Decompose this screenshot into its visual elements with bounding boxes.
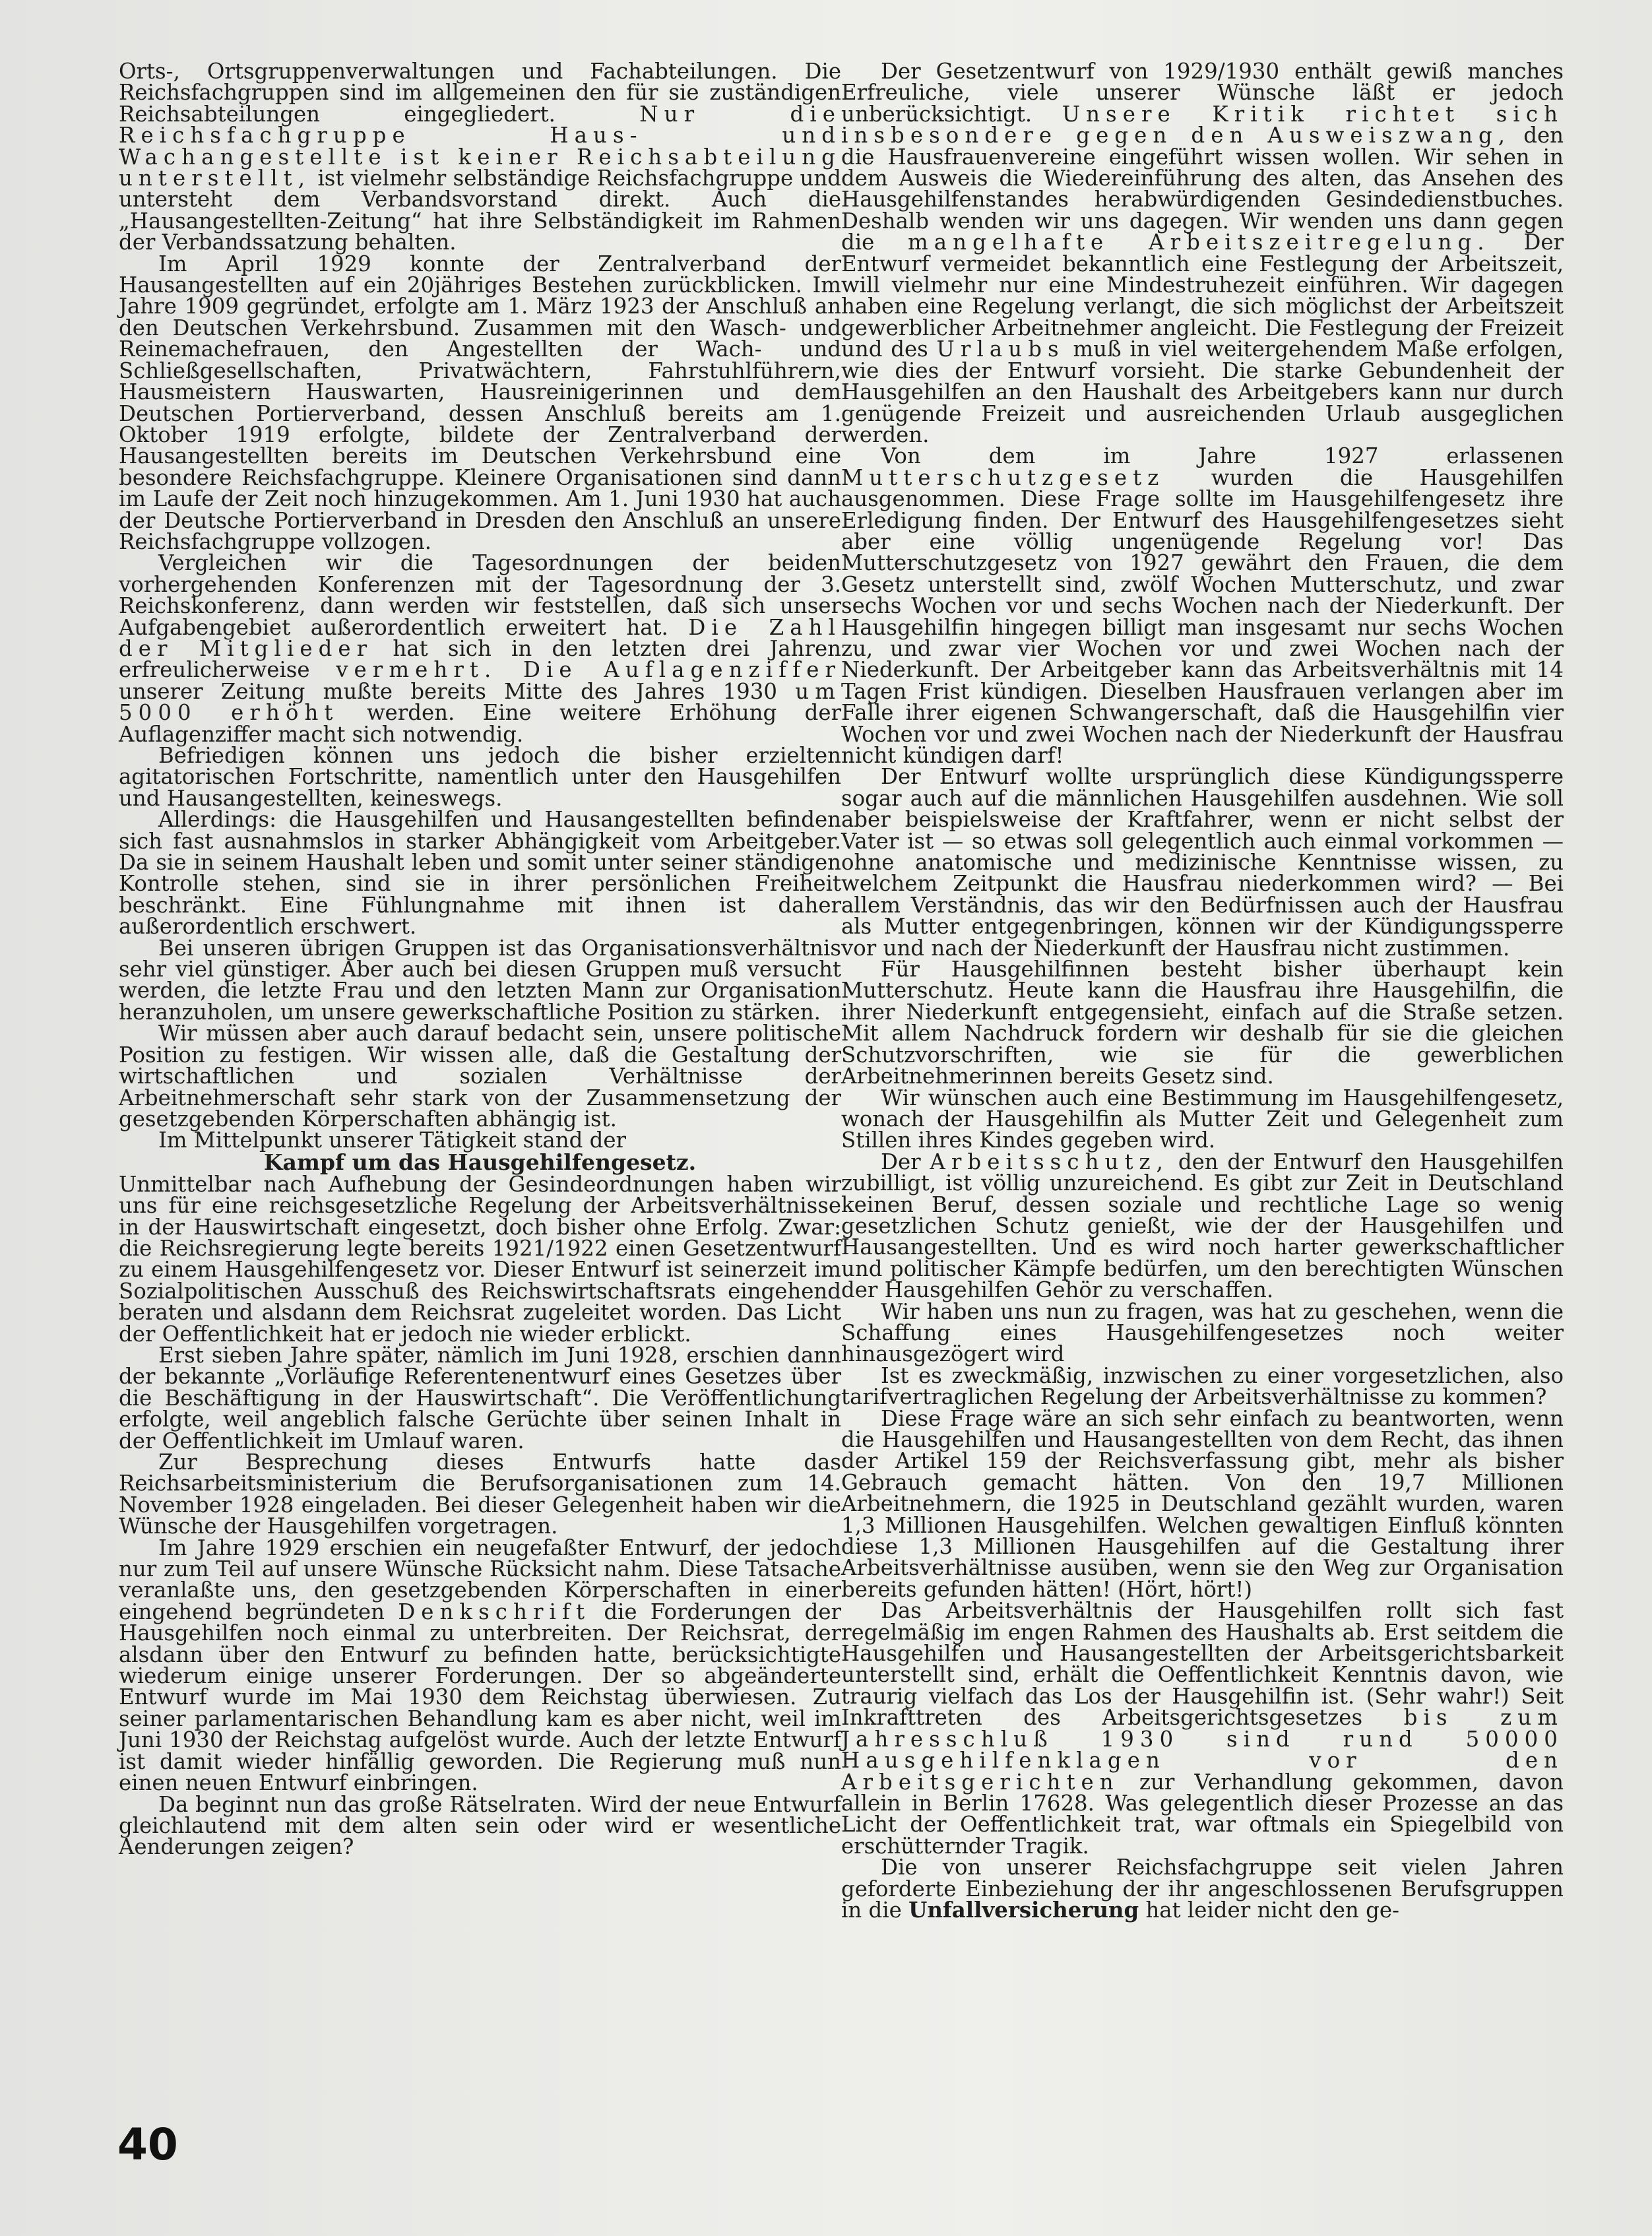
spaced-emphasis: Auflagenziffer xyxy=(604,657,842,683)
paragraph: Im Jahre 1929 erschien ein neugefaßter Entwurf, der jedoch nur zum Teil auf unsere Wünsche Rücksicht nahm. Diese Tatsache veranlaßte uns, den gesetzgebenden Körperschaften in einer eingehend begründeten Denkschrift die Forderungen der Hausgehilfen noch einmal zu unterbreiten. Der Reichsrat, der alsdann über den Entwurf zu befinden hatte, berücksichtigte wiederum einige unserer Forderungen. Der so abgeänderte Entwurf wurde im Mai 1930 dem Reichstag überwiesen. Zu seiner parlamentarischen Behandlung kam es aber nicht, weil im Juni 1930 der Reichstag aufgelöst wurde. Auch der letzte Entwurf ist damit wieder hinfällig geworden. Die Regierung muß nun einen neuen Entwurf einbringen. xyxy=(119,1535,841,1796)
paragraph: Befriedigen können uns jedoch die bisher erzielten agitatorischen Fortschritte, namentlich unter den Hausgehilfen und Hausangestellten, keineswegs. xyxy=(119,743,841,811)
paragraph: Orts-, Ortsgruppenverwaltungen und Fachabteilungen. Die Reichsfachgruppen sind im allgemeinen den für sie zuständigen Reichsabteilungen eingegliedert. Nur die Reichsfachgruppe Haus- und Wachangestellte ist keiner Reichsabteilung unterstellt, ist vielmehr selbständige Reichsfachgruppe und untersteht dem Verbandsvorstand direkt. Auch die „Hausangestellten-Zeitung“ hat ihre Selbständigkeit im Rahmen der Verbandssatzung behalten. xyxy=(119,59,842,255)
spaced-emphasis: bis zum Jahresschluß 1930 sind rund 50000 Hausgehilfenklagen vor den Arbeitsgerichten xyxy=(841,1705,1564,1795)
paragraph: Im Mittelpunkt unserer Tätigkeit stand der xyxy=(158,1128,627,1153)
spaced-emphasis: Denkschrift xyxy=(398,1599,591,1624)
page-number: 40 xyxy=(117,2119,178,2170)
paragraph: Da beginnt nun das große Rätselraten. Wird der neue Entwurf gleichlautend mit dem alten sein oder wird er wesentliche Aenderungen zeigen? xyxy=(119,1791,841,1860)
spaced-emphasis: Die xyxy=(523,657,578,683)
paragraph: Ist es zweckmäßig, inzwischen zu einer vorgesetzlichen, also tarifvertraglichen Regelung der Arbeitsverhältnisse zu kommen? xyxy=(841,1362,1564,1410)
spaced-emphasis: Unsere Kritik richtet sich insbesondere gegen den Ausweiszwang, xyxy=(841,101,1564,148)
spaced-emphasis: um 5000 erhöht xyxy=(119,678,842,726)
paragraph: Wir wünschen auch eine Bestimmung im Hausgehilfengesetz, wonach der Hausgehilfin als Mutter Zeit und Gelegenheit zum Stillen ihres Kindes gegeben wird. xyxy=(841,1085,1564,1153)
paragraph: Erst sieben Jahre später, nämlich im Juni 1928, erschien dann der bekannte „Vorläufige Referentenentwurf eines Gesetzes über die Beschäftigung in der Hauswirtschaft“. Die Veröffentlichung erfolgte, weil angeblich falsche Gerüchte über seinen Inhalt in der Oeffentlichkeit im Umlauf waren. xyxy=(119,1342,841,1453)
paragraph: Von dem im Jahre 1927 erlassenen Mutterschutzgesetz wurden die Hausgehilfen ausgenommen. Diese Frage sollte im Hausgehilfengesetz ihre Erledigung finden. Der Entwurf des Hausgehilfengesetzes sieht aber eine völlig ungenügende Regelung vor! Das Mutterschutzgesetz von 1927 gewährt den Frauen, die dem Gesetz unterstellt sind, zwölf Wochen Mutterschutz, und zwar sechs Wochen vor und sechs Wochen nach der Niederkunft. Der Hausgehilfin hingegen billigt man insgesamt nur sechs Wochen zu, und zwar vier Wochen vor und zwei Wochen nach der Niederkunft. Der Arbeitgeber kann das Arbeitsverhältnis mit 14 Tagen Frist kündigen. Dieselben Hausfrauen verlangen aber im Falle ihrer eigenen Schwangerschaft, daß die Hausgehilfin vier Wochen vor und zwei Wochen nach der Niederkunft der Hausfrau nicht kündigen darf! xyxy=(841,443,1564,768)
paragraph: Bei unseren übrigen Gruppen ist das Organisationsverhältnis sehr viel günstiger. Aber auch bei diesen Gruppen muß versucht werden, die letzte Frau und den letzten Mann zur Organisation heranzuholen, um unsere gewerkschaftliche Position zu stärken. xyxy=(119,935,841,1025)
paragraph: Der Entwurf wollte ursprünglich diese Kündigungssperre sogar auch auf die männlichen Hausgehilfen ausdehnen. Wie soll aber beispielsweise der Kraftfahrer, wenn er nicht selbst der Vater ist — so etwas soll gelegentlich auch einmal vorkommen — ohne anatomische und medizinische Kenntnisse wissen, zu welchem Zeitpunkt die Hausfrau niederkommen wird? — Bei allem Verständnis, das wir den Bedürfnissen auch der Hausfrau als Mutter entgegenbringen, können wir der Kündigungssperre vor und nach der Niederkunft der Hausfrau nicht zustimmen. xyxy=(841,764,1564,961)
paragraph: Vergleichen wir die Tagesordnungen der beiden vorhergehenden Konferenzen mit der Tagesordnung der 3. Reichskonferenz, dann werden wir feststellen, daß sich unser Aufgabengebiet außerordentlich erweitert hat. Die Zahl der Mitglieder hat sich in den letzten drei Jahren erfreulicherweise vermehrt. Die Auflagenziffer unserer Zeitung mußte bereits Mitte des Jahres 1930 um 5000 erhöht werden. Eine weitere Erhöhung der Auflagenziffer macht sich notwendig. xyxy=(119,550,842,747)
paragraph: Diese Frage wäre an sich sehr einfach zu beantworten, wenn die Hausgehilfen und Hausangestellten von dem Recht, das ihnen der Artikel 159 der Reichsverfassung gibt, mehr als bisher Gebrauch gemacht hätten. Von den 19,7 Millionen Arbeitnehmern, die 1925 in Deutschland gezählt wurden, waren 1,3 Millionen Hausgehilfen. Welchen gewaltigen Einfluß könnten diese 1,3 Millionen Hausgehilfen auf die Gestaltung ihrer Arbeitsverhältnisse ausüben, wenn sie den Weg zur Organisation bereits gefunden hätten! (Hört, hört!) xyxy=(841,1405,1564,1602)
paragraph: Für Hausgehilfinnen besteht bisher überhaupt kein Mutterschutz. Heute kann die Hausfrau ihre Hausgehilfin, die ihrer Niederkunft entgegensieht, einfach auf die Straße setzen. Mit allem Nachdruck fordern wir deshalb für sie die gleichen Schutzvorschriften, wie sie für die gewerblichen Arbeitnehmerinnen bereits Gesetz sind. xyxy=(841,957,1564,1089)
spaced-emphasis: Mutterschutzgesetz xyxy=(841,464,1165,490)
paragraph: Zur Besprechung dieses Entwurfs hatte das Reichsarbeitsministerium die Berufsorganisationen zum 14. November 1928 eingeladen. Bei dieser Gelegenheit haben wir die Wünsche der Hausgehilfen vorgetragen. xyxy=(119,1450,841,1539)
right-column xyxy=(841,61,1564,1921)
paragraph: Der Arbeitsschutz, den der Entwurf den Hausgehilfen zubilligt, ist völlig unzureichend. Es gibt zur Zeit in Deutschland keinen Beruf, dessen soziale und rechtliche Lage so wenig gesetzlichen Schutz genießt, wie der der Hausgehilfen und Hausangestellten. Und es wird noch harter gewerkschaftlicher und politischer Kämpfe bedürfen, um den berechtigten Wünschen der Hausgehilfen Gehör zu verschaffen. xyxy=(841,1149,1564,1303)
spaced-emphasis: Arbeitsschutz, xyxy=(930,1149,1170,1174)
paragraph: Der Gesetzentwurf von 1929/1930 enthält gewiß manches Erfreuliche, viele unserer Wünsche läßt er jedoch unberücksichtigt. Unsere Kritik richtet sich insbesondere gegen den Ausweiszwang, den die Hausfrauenvereine eingeführt wissen wollen. Wir sehen in dem Ausweis die Wiedereinführung des alten, das Ansehen des Hausgehilfenstandes herabwürdigenden Gesindedienstbuches. Deshalb wenden wir uns dagegen. Wir wenden uns dann gegen die mangelhafte Arbeitszeitregelung. Der Entwurf vermeidet bekanntlich eine Festlegung der Arbeitszeit, will vielmehr nur eine Mindestruhezeit einführen. Wir dagegen haben eine Regelung verlangt, die sich möglichst der Arbeitszeit gewerblicher Arbeitnehmer angleicht. Die Festlegung der Freizeit und des Urlaubs muß in viel weitergehendem Maße erfolgen, wie dies der Entwurf vorsieht. Die starke Gebundenheit der Hausgehilfen an den Haushalt des Arbeitgebers kann nur durch genügende Freizeit und ausreichenden Urlaub ausgeglichen werden. xyxy=(841,59,1564,447)
paragraph: Im April 1929 konnte der Zentralverband der Hausangestellten auf ein 20jähriges Bestehen zurückblicken. Im Jahre 1909 gegründet, erfolgte am 1. März 1923 der Anschluß an den Deutschen Verkehrsbund. Zusammen mit den Wasch- und Reinemachefrauen, den Angestellten der Wach- und Schließgesellschaften, Privatwächtern, Fahrstuhlführern, Hausmeistern Hauswarten, Hausreinigerinnen und dem Deutschen Portierverband, dessen Anschluß bereits am 1. Oktober 1919 erfolgte, bildete der Zentralverband der Hausangestellten bereits im Deutschen Verkehrsbund eine besondere Reichsfachgruppe. Kleinere Organisationen sind dann im Laufe der Zeit noch hinzugekommen. Am 1. Juni 1930 hat auch der Deutsche Portierverband in Dresden den Anschluß an unsere Reichsfachgruppe vollzogen. xyxy=(119,251,841,554)
spaced-emphasis: Nur die Reichsfachgruppe Haus- und Wachangestellte ist keiner Reichsabteilung unterstellt, xyxy=(119,101,842,191)
paragraph: Allerdings: die Hausgehilfen und Hausangestellten befinden sich fast ausnahmslos in starker Abhängigkeit vom Arbeitgeber. Da sie in seinem Haushalt leben und somit unter seiner ständigen Kontrolle stehen, sind sie in ihrer persönlichen Freiheit beschränkt. Eine Fühlungnahme mit ihnen ist daher außerordentlich erschwert. xyxy=(119,807,841,940)
paragraph: Unmittelbar nach Aufhebung der Gesindeordnungen haben wir uns für eine reichsgesetzliche Regelung der Arbeitsverhältnisse in der Hauswirtschaft eingesetzt, doch bisher ohne Erfolg. Zwar: die Reichsregierung legte bereits 1921/1922 einen Gesetzentwurf zu einem Hausgehilfengesetz vor. Dieser Entwurf ist seinerzeit im Sozialpolitischen Ausschuß des Reichswirtschaftsrats eingehend beraten und alsdann dem Reichsrat zugeleitet worden. Das Licht der Oeffentlichkeit hat er jedoch nie wieder erblickt. xyxy=(119,1171,841,1347)
paragraph: Wir haben uns nun zu fragen, was hat zu geschehen, wenn die Schaffung eines Hausgehilfengesetzes noch weiter hinausgezögert wird xyxy=(841,1298,1564,1367)
paragraph: Die von unserer Reichsfachgruppe seit vielen Jahren geforderte Einbeziehung der ihr angeschlossenen Berufsgruppen in die Unfallversicherung hat leider nicht den ge- xyxy=(841,1855,1564,1923)
section-heading: Kampf um das Hausgehilfengesetz. xyxy=(263,1149,697,1175)
spaced-emphasis: Die Zahl der Mitglieder xyxy=(119,614,841,661)
left-column xyxy=(119,61,841,1858)
spaced-emphasis: Urlaubs xyxy=(936,336,1065,362)
bold-term: Unfallversicherung xyxy=(908,1897,1139,1923)
paragraph: Das Arbeitsverhältnis der Hausgehilfen rollt sich fast regelmäßig im engen Rahmen des Haushalts ab. Erst seitdem die Hausgehilfen und Hausangestellten der Arbeitsgerichtsbarkeit unterstellt sind, erhält die Oeffentlichkeit Kenntnis davon, wie traurig vielfach das Los der Hausgehilfin ist. (Sehr wahr!) Seit Inkrafttreten des Arbeitsgerichtsgesetzes bis zum Jahresschluß 1930 sind rund 50000 Hausgehilfenklagen vor den Arbeitsgerichten zur Verhandlung gekommen, davon allein in Berlin 17628. Was gelegentlich dieser Prozesse an das Licht der Oeffentlichkeit trat, war oftmals ein Spiegelbild von erschütternder Tragik. xyxy=(841,1598,1564,1859)
spaced-emphasis: vermehrt. xyxy=(336,657,497,683)
paragraph: Wir müssen aber auch darauf bedacht sein, unsere politische Position zu festigen. Wir wissen alle, daß die Gestaltung der wirtschaftlichen und sozialen Verhältnisse der Arbeitnehmerschaft sehr stark von der Zusammensetzung der gesetzgebenden Körperschaften abhängig ist. xyxy=(119,1021,841,1132)
spaced-emphasis: mangelhafte Arbeitszeitregelung. xyxy=(908,230,1490,255)
